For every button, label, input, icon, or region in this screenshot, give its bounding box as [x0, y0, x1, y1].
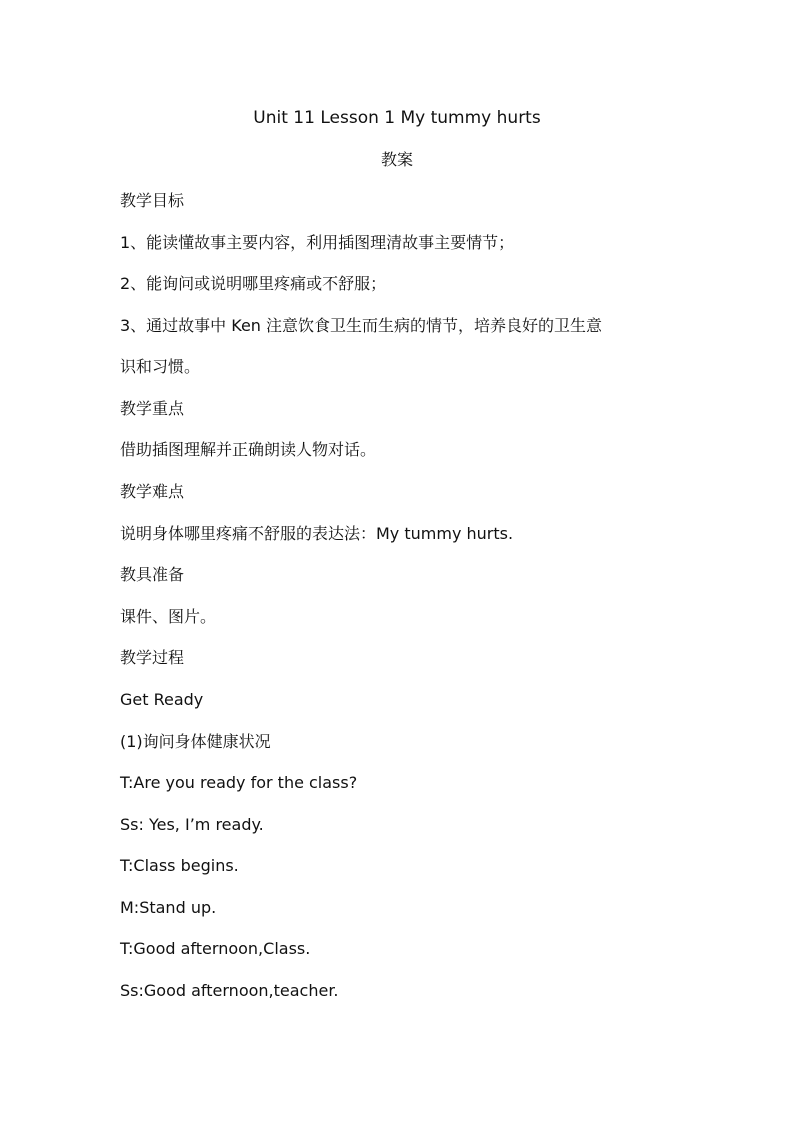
objective-item-3-continued: 识和习惯。 [120, 357, 201, 376]
get-ready-heading: Get Ready [120, 690, 204, 709]
step-1-heading: (1)询问身体健康状况 [120, 732, 271, 751]
process-heading: 教学过程 [120, 648, 185, 667]
objective-item-1: 1、能读懂故事主要内容，利用插图理清故事主要情节； [120, 233, 515, 252]
objective-item-2: 2、能询问或说明哪里疼痛或不舒服； [120, 274, 387, 293]
dialogue-line-2: Ss: Yes, I’m ready. [120, 815, 264, 834]
key-points-heading: 教学重点 [120, 399, 185, 418]
difficulties-text: 说明身体哪里疼痛不舒服的表达法：My tummy hurts. [120, 524, 514, 543]
dialogue-line-1: T:Are you ready for the class? [120, 773, 358, 792]
dialogue-line-6: Ss:Good afternoon,teacher. [120, 981, 339, 1000]
objectives-heading: 教学目标 [120, 191, 185, 210]
objective-item-3: 3、通过故事中 Ken 注意饮食卫生而生病的情节，培养良好的卫生意 [120, 316, 603, 335]
dialogue-line-5: T:Good afternoon,Class. [120, 939, 311, 958]
difficulties-heading: 教学难点 [120, 482, 185, 501]
materials-heading: 教具准备 [120, 565, 185, 584]
materials-text: 课件、图片。 [120, 607, 217, 626]
dialogue-line-4: M:Stand up. [120, 898, 217, 917]
document-title: Unit 11 Lesson 1 My tummy hurts [253, 108, 541, 128]
dialogue-line-3: T:Class begins. [120, 856, 239, 875]
key-points-text: 借助插图理解并正确朗读人物对话。 [120, 440, 377, 459]
document-subtitle: 教案 [380, 150, 413, 169]
